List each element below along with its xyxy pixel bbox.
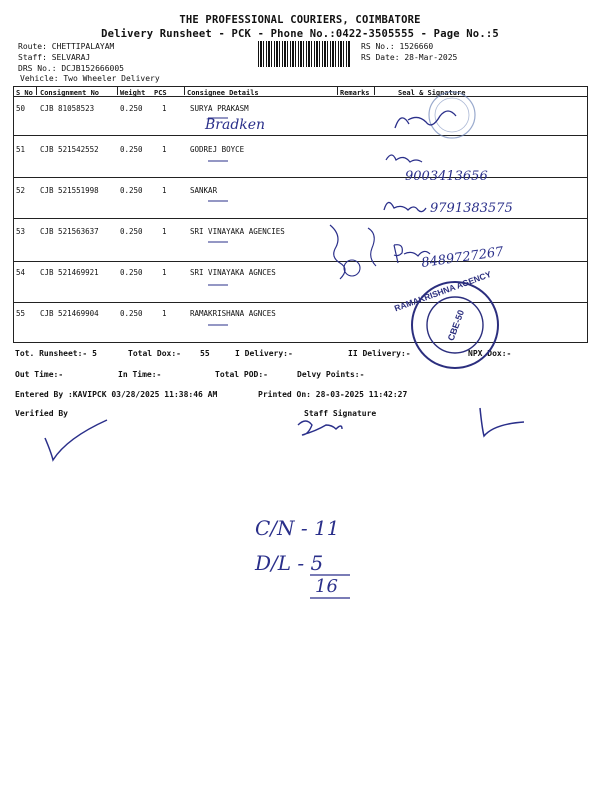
row-consignee: SRI VINAYAKA AGENCIES [190, 227, 285, 236]
header-consignment: Consignment No [40, 89, 100, 97]
row-weight: 0.250 [120, 145, 143, 154]
row-consignment: CJB 521469921 [40, 268, 99, 277]
col-divider [374, 87, 375, 95]
row-sno: 53 [16, 227, 26, 236]
route-label: Route: CHETTIPALAYAM [18, 42, 115, 51]
row-sno: 50 [16, 104, 26, 113]
out-time: Out Time:- [15, 370, 64, 379]
rs-number: RS No.: 1526660 [361, 42, 434, 51]
entered-by: Entered By :KAVIPCK 03/28/2025 11:38:46 AM [15, 390, 218, 399]
header-remarks: Remarks [340, 89, 370, 97]
printed-on: Printed On: 28-03-2025 11:42:27 [258, 390, 408, 399]
total-dox-label: Total Dox:- [128, 349, 181, 358]
row-sno: 51 [16, 145, 26, 154]
row-consignment: CJB 521469904 [40, 309, 99, 318]
header-pcs: PCS [154, 89, 167, 97]
row-52-phone: 9791383575 [430, 201, 513, 216]
row-pcs: 1 [162, 227, 167, 236]
row-pcs: 1 [162, 145, 167, 154]
row-consignment: CJB 521551998 [40, 186, 99, 195]
row-sno: 54 [16, 268, 26, 277]
second-delivery: II Delivery:- [348, 349, 411, 358]
row-pcs: 1 [162, 186, 167, 195]
row-weight: 0.250 [120, 309, 143, 318]
note-total: 16 [315, 576, 338, 597]
verifier-signature [45, 420, 107, 460]
manager-signature [480, 408, 524, 436]
delivery-points: Delvy Points:- [297, 370, 365, 379]
header-sno: S No [16, 89, 33, 97]
row-consignee: SRI VINAYAKA AGNCES [190, 268, 276, 277]
row-51-phone: 9003413656 [405, 169, 488, 184]
verified-by: Verified By [15, 409, 68, 418]
row-weight: 0.250 [120, 186, 143, 195]
row-consignment: CJB 81058523 [40, 104, 95, 113]
consignment-table [13, 86, 588, 343]
row-consignee: RAMAKRISHANA AGNCES [190, 309, 276, 318]
col-divider [117, 87, 118, 95]
row-divider [14, 218, 587, 219]
first-delivery: I Delivery:- [235, 349, 293, 358]
row-consignment: CJB 521542552 [40, 145, 99, 154]
note-dl-count: D/L - 5 [255, 551, 324, 575]
row-consignee: GODREJ BOYCE [190, 145, 245, 154]
col-divider [36, 87, 37, 95]
total-runsheet: Tot. Runsheet:- 5 [15, 349, 97, 358]
row-consignment: CJB 521563637 [40, 227, 99, 236]
total-pod: Total POD:- [215, 370, 268, 379]
row-divider [14, 261, 587, 262]
row-divider [14, 177, 587, 178]
row-weight: 0.250 [120, 268, 143, 277]
row-50-receiver-name: Bradken [205, 117, 266, 133]
row-weight: 0.250 [120, 104, 143, 113]
in-time: In Time:- [118, 370, 162, 379]
row-consignee: SURYA PRAKASM [190, 104, 249, 113]
total-dox-value: 55 [200, 349, 210, 358]
row-sno: 52 [16, 186, 26, 195]
row-53-phone: 8489727267 [420, 244, 505, 271]
npx-dox: NPX Dox:- [468, 349, 512, 358]
header-consignee: Consignee Details [187, 89, 259, 97]
staff-signature [298, 421, 342, 435]
row-pcs: 1 [162, 104, 167, 113]
staff-signature-label: Staff Signature [304, 409, 377, 418]
row-pcs: 1 [162, 268, 167, 277]
vehicle-label: Vehicle: Two Wheeler Delivery [20, 74, 160, 83]
header-weight: Weight [120, 89, 146, 97]
row-pcs: 1 [162, 309, 167, 318]
stamp-agency-name: RAMAKRISHNA AGENCY [392, 268, 493, 314]
barcode [258, 41, 351, 67]
stamp-code: CBE-50 [445, 308, 467, 343]
row-consignee: SANKAR [190, 186, 218, 195]
row-divider [14, 302, 587, 303]
header-seal-signature: Seal & Signature [398, 89, 466, 97]
note-cn-count: C/N - 11 [255, 516, 340, 540]
row-weight: 0.250 [120, 227, 143, 236]
document-title: THE PROFESSIONAL COURIERS, COIMBATORE [179, 14, 421, 26]
col-divider [184, 87, 185, 95]
row-divider [14, 135, 587, 136]
document-subtitle: Delivery Runsheet - PCK - Phone No.:0422-3505555 - Page No.:5 [101, 28, 499, 40]
drs-number: DRS No.: DCJB152666005 [18, 64, 124, 73]
staff-label: Staff: SELVARAJ [18, 53, 91, 62]
rs-date: RS Date: 28-Mar-2025 [361, 53, 458, 62]
col-divider [337, 87, 338, 95]
row-sno: 55 [16, 309, 26, 318]
header-divider [14, 96, 587, 97]
